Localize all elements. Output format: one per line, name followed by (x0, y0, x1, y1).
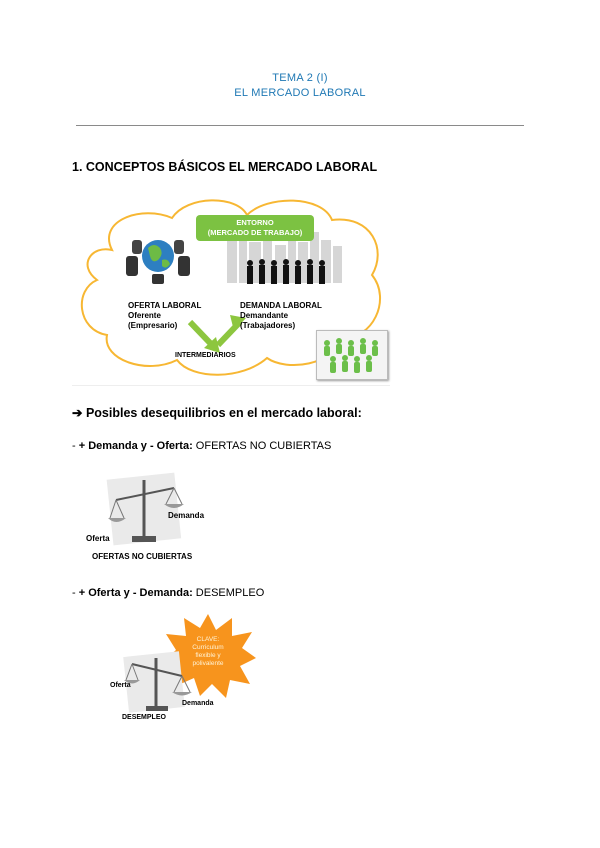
burst-line2: Curriculum (192, 644, 224, 651)
diagram-underline (72, 385, 390, 386)
supply-title: OFERTA LABORAL (128, 301, 202, 310)
scale2-caption: DESEMPLEO (122, 714, 166, 721)
supply-who: (Empresario) (128, 321, 178, 330)
topic-title: EL MERCADO LABORAL (234, 87, 366, 99)
environment-box (196, 215, 314, 241)
scale1-right-label: Demanda (168, 511, 205, 520)
scale1-left-label: Oferta (86, 534, 110, 543)
burst-line1: CLAVE: (196, 636, 220, 643)
demand-title: DEMANDA LABORAL (240, 301, 322, 310)
demand-who: (Trabajadores) (240, 321, 296, 330)
environment-sublabel: (MERCADO DE TRABAJO) (207, 228, 303, 237)
crowd-image (316, 330, 388, 380)
imbalances-heading: ➔ Posibles desequilibrios en el mercado laboral: (72, 406, 362, 420)
scale1-caption: OFERTAS NO CUBIERTAS (92, 552, 193, 561)
divider (76, 125, 524, 126)
demand-role: Demandante (240, 311, 289, 320)
environment-label: ENTORNO (236, 218, 274, 227)
case2-text: DESEMPLEO (192, 587, 265, 599)
topic-number: TEMA 2 (I) (272, 72, 328, 84)
green-crowd-icon (317, 331, 387, 379)
supply-labels (128, 301, 201, 331)
intermediaries-label: INTERMEDIARIOS (175, 352, 236, 359)
case1-bold: + Demanda y - Oferta: (78, 440, 193, 452)
case1-text: OFERTAS NO CUBIERTAS (192, 440, 332, 452)
burst-line3: flexible y (195, 652, 221, 659)
burst-line4: polivalente (192, 660, 224, 667)
scale-illustration-2 (110, 650, 214, 720)
case2-line (72, 587, 264, 599)
case1-line (72, 440, 331, 452)
scale-illustration-1 (86, 470, 206, 565)
section-heading: 1. CONCEPTOS BÁSICOS EL MERCADO LABORAL (72, 160, 378, 174)
scale2-right-label: Demanda (182, 700, 214, 707)
demand-labels (240, 301, 322, 331)
case2-bold: + Oferta y - Demanda: (78, 587, 193, 599)
case1-prefix: - (72, 440, 79, 452)
supply-role: Oferente (128, 311, 161, 320)
scale2-left-label: Oferta (110, 682, 131, 689)
case2-prefix: - (72, 587, 79, 599)
